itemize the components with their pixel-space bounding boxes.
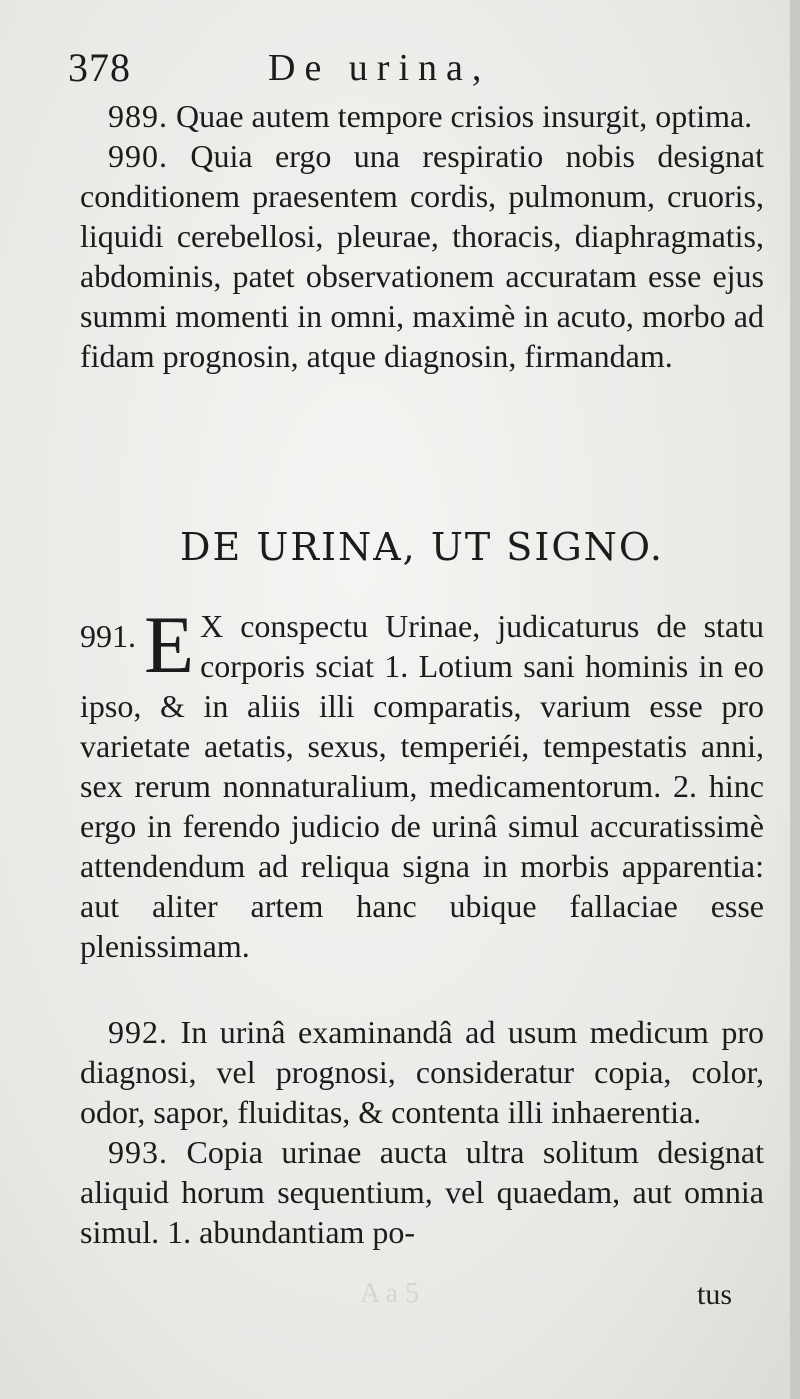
running-title: De urina, [268,47,491,89]
drop-cap: E [144,599,195,690]
paragraph-989 [80,96,764,136]
paragraph-991 [80,599,764,966]
paragraph-number: 992. [108,1014,168,1050]
catchword: tus [696,1278,732,1311]
paragraphs-992-993 [80,1012,764,1252]
page-header [68,44,730,94]
paragraph-text: Quia ergo una respiratio nobis designat conditionem praesentem cordis, pulmonum, cruoris, liquidi cerebellosi, pleurae, thoracis, diaphragmatis, abdominis, patet observationem accuratam esse ejus summi momenti in omni, maximè in acuto, morbo ad fidam prognosin, atque diagnosin, firmandam. [80,138,765,374]
paragraphs-989-990 [80,96,764,376]
signature-mark: A a 5 [360,1278,420,1309]
paragraph-number: 990. [108,138,168,174]
page-number: 378 [68,45,131,90]
paragraph-990 [80,136,764,376]
paragraph-number: 991. [80,618,136,654]
paragraph-992 [80,1012,764,1132]
paragraph-number: 993. [108,1134,168,1170]
paragraph-text: In urinâ examinandâ ad usum medicum pro diagnosi, vel prognosi, consideratur copia, color, odor, sapor, fluiditas, & contenta illi inhaerentia. [80,1014,764,1130]
paragraph-text: Copia urinae aucta ultra solitum designat aliquid horum sequentium, vel quaedam, aut omnia simul. 1. abundantiam po- [80,1134,764,1250]
paragraph-993 [80,1132,764,1252]
paragraph-number: 989. [108,98,168,134]
paragraph-text: Quae autem tempore crisios insurgit, optima. [176,98,753,134]
section-heading: DE URINA, UT SIGNO. [180,525,664,569]
paragraph-text: X conspectu Urinae, judicaturus de statu corporis sciat 1. Lotium sani hominis in eo ipso, & in aliis illi comparatis, varium esse pro varietate aetatis, sexus, temperiéi, tempestatis anni, sex rerum nonnaturalium, medicamentorum. 2. hinc ergo in ferendo judicio de urinâ simul accuratissimè attendendum ad reliqua signa in morbis apparentia: aut aliter artem hanc ubique fallaciae esse plenissimam. [80,608,764,964]
